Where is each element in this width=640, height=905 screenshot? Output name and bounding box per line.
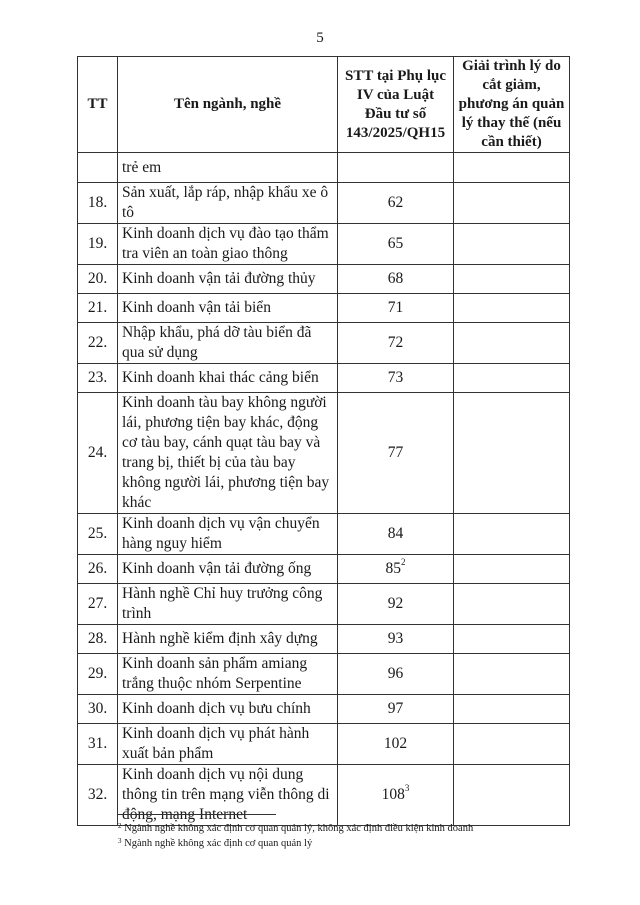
row-number: 20. <box>78 265 118 294</box>
table-row <box>78 584 570 625</box>
industries-table <box>77 56 570 826</box>
industry-name: Kinh doanh sản phẩm amiang trắng thuộc nhóm Serpentine <box>118 654 338 695</box>
appendix-stt-value: 73 <box>387 369 404 386</box>
justification-cell <box>454 224 570 265</box>
appendix-stt <box>338 323 454 364</box>
appendix-stt <box>338 625 454 654</box>
appendix-stt-value: 85 <box>385 560 401 577</box>
header-stt-appendix: STT tại Phụ lục IV của Luật Đầu tư số 143/2025/QH15 <box>338 57 454 153</box>
justification-cell <box>454 294 570 323</box>
industry-name: Kinh doanh dịch vụ bưu chính <box>118 695 338 724</box>
appendix-stt-value: 92 <box>387 595 404 612</box>
industry-name: Kinh doanh dịch vụ vận chuyển hàng nguy hiểm <box>118 514 338 555</box>
row-number: 26. <box>78 555 118 584</box>
footnote-divider <box>118 814 276 815</box>
justification-cell <box>454 153 570 183</box>
footnote-reference: 2 <box>401 557 406 567</box>
row-number: 21. <box>78 294 118 323</box>
table-row <box>78 294 570 323</box>
table-row <box>78 765 570 826</box>
table-row <box>78 183 570 224</box>
row-number: 28. <box>78 625 118 654</box>
justification-cell <box>454 584 570 625</box>
appendix-stt <box>338 555 454 584</box>
footnotes <box>118 821 598 851</box>
footnote-3 <box>118 836 598 851</box>
justification-cell <box>454 364 570 393</box>
justification-cell <box>454 323 570 364</box>
row-number: 19. <box>78 224 118 265</box>
appendix-stt <box>338 724 454 765</box>
industry-name: Kinh doanh vận tải biển <box>118 294 338 323</box>
appendix-stt <box>338 265 454 294</box>
row-number: 30. <box>78 695 118 724</box>
appendix-stt <box>338 183 454 224</box>
header-industry-name: Tên ngành, nghề <box>118 57 338 153</box>
header-justification: Giải trình lý do cắt giảm, phương án quản lý thay thế (nếu cần thiết) <box>454 57 570 153</box>
appendix-stt <box>338 695 454 724</box>
page-number: 5 <box>316 30 324 46</box>
table-row <box>78 625 570 654</box>
justification-cell <box>454 514 570 555</box>
row-number: 22. <box>78 323 118 364</box>
justification-cell <box>454 555 570 584</box>
justification-cell <box>454 765 570 826</box>
table-row <box>78 555 570 584</box>
appendix-stt <box>338 514 454 555</box>
table-row <box>78 654 570 695</box>
industry-name: Kinh doanh dịch vụ nội dung thông tin trên mạng viễn thông di động, mạng Internet <box>118 765 338 826</box>
industry-name: Hành nghề kiểm định xây dựng <box>118 625 338 654</box>
table-row <box>78 224 570 265</box>
table-row <box>78 153 570 183</box>
justification-cell <box>454 695 570 724</box>
footnote-reference: 3 <box>404 783 410 793</box>
row-number: 25. <box>78 514 118 555</box>
row-number: 23. <box>78 364 118 393</box>
appendix-stt-value: 96 <box>387 665 404 682</box>
industry-name: Sản xuất, lắp ráp, nhập khẩu xe ô tô <box>118 183 338 224</box>
footnote-text: Ngành nghề không xác định cơ quan quản lý, không xác định điều kiện kinh doanh <box>124 823 474 834</box>
table-row <box>78 323 570 364</box>
industry-name: Kinh doanh vận tải đường ống <box>118 555 338 584</box>
appendix-stt-value: 97 <box>387 700 404 717</box>
justification-cell <box>454 183 570 224</box>
table-row <box>78 695 570 724</box>
appendix-stt <box>338 294 454 323</box>
industry-name: Kinh doanh dịch vụ phát hành xuất bản phẩm <box>118 724 338 765</box>
row-number: 27. <box>78 584 118 625</box>
appendix-stt-value: 62 <box>387 194 404 211</box>
header-tt: TT <box>78 57 118 153</box>
justification-cell <box>454 393 570 514</box>
table-row <box>78 393 570 514</box>
industry-name: Hành nghề Chỉ huy trưởng công trình <box>118 584 338 625</box>
row-number: 31. <box>78 724 118 765</box>
appendix-stt <box>338 224 454 265</box>
justification-cell <box>454 265 570 294</box>
table-row <box>78 514 570 555</box>
table-row <box>78 265 570 294</box>
justification-cell <box>454 654 570 695</box>
justification-cell <box>454 724 570 765</box>
appendix-stt-value: 65 <box>387 235 404 252</box>
justification-cell <box>454 625 570 654</box>
industry-name: Nhập khẩu, phá dỡ tàu biển đã qua sử dụng <box>118 323 338 364</box>
appendix-stt <box>338 654 454 695</box>
row-number: 18. <box>78 183 118 224</box>
appendix-stt-value: 72 <box>387 334 404 351</box>
appendix-stt <box>338 765 454 826</box>
appendix-stt-value: 84 <box>387 525 404 542</box>
table-body <box>78 153 570 826</box>
industry-name: Kinh doanh khai thác cảng biển <box>118 364 338 393</box>
table-header-row <box>78 57 570 153</box>
appendix-stt-value: 102 <box>383 735 408 752</box>
table-row <box>78 364 570 393</box>
row-number: 32. <box>78 765 118 826</box>
row-number <box>78 153 118 183</box>
appendix-stt-value: 77 <box>387 444 404 461</box>
appendix-stt <box>338 393 454 514</box>
table-row <box>78 724 570 765</box>
footnote-mark: 3 <box>118 837 122 845</box>
appendix-stt <box>338 364 454 393</box>
footnote-2 <box>118 821 598 836</box>
appendix-stt-value: 71 <box>387 299 404 316</box>
industry-name: Kinh doanh vận tải đường thủy <box>118 265 338 294</box>
appendix-stt-value: 68 <box>387 270 404 287</box>
footnote-mark: 2 <box>118 822 122 830</box>
footnote-text: Ngành nghề không xác định cơ quan quản lý <box>124 838 313 849</box>
appendix-stt <box>338 584 454 625</box>
industry-name: Kinh doanh dịch vụ đào tạo thẩm tra viên an toàn giao thông <box>118 224 338 265</box>
appendix-stt-value: 108 <box>381 786 405 803</box>
industry-name: Kinh doanh tàu bay không người lái, phương tiện bay khác, động cơ tàu bay, cánh quạt tàu bay và trang bị, thiết bị của tàu bay không người lái, phương tiện bay khác <box>118 393 338 514</box>
appendix-stt <box>338 153 454 183</box>
row-number: 29. <box>78 654 118 695</box>
industry-name: trẻ em <box>118 153 338 183</box>
appendix-stt-value: 93 <box>387 630 404 647</box>
row-number: 24. <box>78 393 118 514</box>
